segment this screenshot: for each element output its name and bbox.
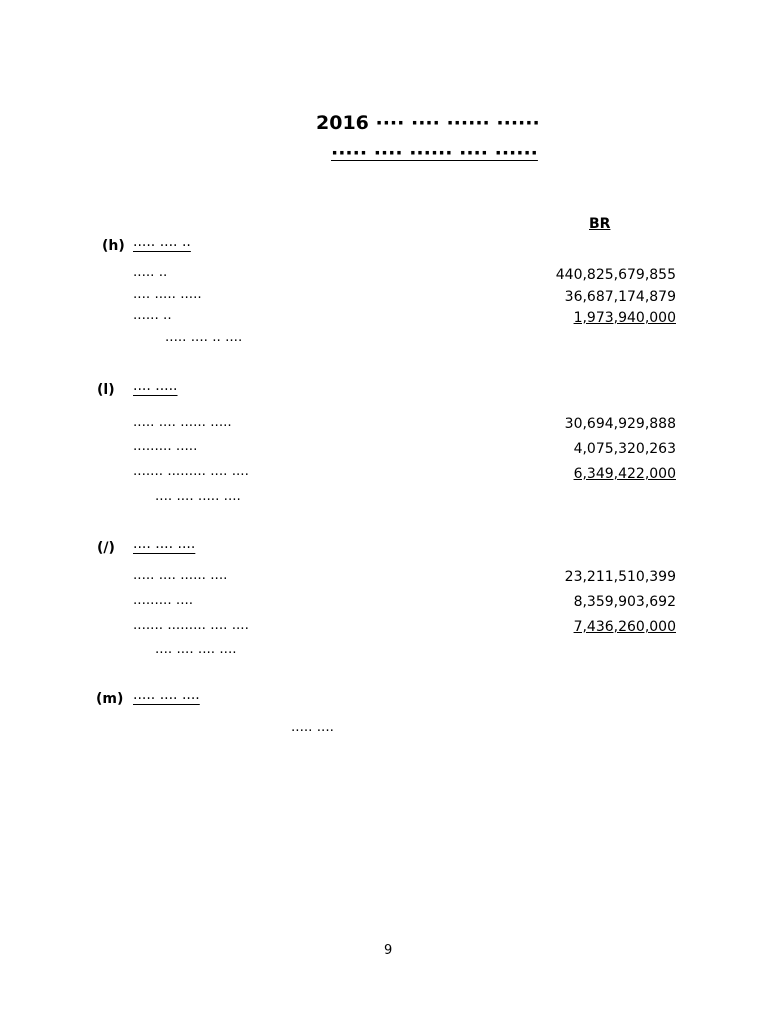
line-item-value: 36,687,174,879 xyxy=(564,289,676,305)
section-marker: (/) xyxy=(97,540,115,556)
line-item-value: 30,694,929,888 xyxy=(564,416,676,432)
section-total-label: ···· ···· ···· ···· xyxy=(155,645,237,661)
line-item-label: ···· ····· ····· xyxy=(133,290,202,306)
section-total-label: ····· ···· xyxy=(291,723,334,739)
line-item-value-underlined: 1,973,940,000 xyxy=(573,310,676,326)
section-heading: ···· ····· xyxy=(133,382,178,398)
line-item-label: ······· ········· ···· ···· xyxy=(133,621,249,637)
section-marker: (l) xyxy=(97,382,115,398)
document-subtitle: ····· ···· ······ ···· ······ xyxy=(331,142,538,164)
section-marker: (h) xyxy=(102,238,125,254)
section-heading: ····· ···· ···· xyxy=(133,691,200,707)
line-item-label: ········· ···· xyxy=(133,596,194,612)
line-item-label: ····· ···· ······ ····· xyxy=(133,418,232,434)
section-total-label: ···· ···· ····· ···· xyxy=(155,492,241,508)
line-item-label: ····· ···· ······ ···· xyxy=(133,571,228,587)
line-item-value: 4,075,320,263 xyxy=(573,441,676,457)
document-title: 2016 ···· ···· ······ ······ xyxy=(316,112,540,134)
line-item-value-underlined: 7,436,260,000 xyxy=(573,619,676,635)
section-heading: ····· ···· ·· xyxy=(133,238,191,254)
line-item-label: ····· ·· xyxy=(133,268,168,284)
line-item-label: ······· ········· ···· ···· xyxy=(133,467,249,483)
line-item-value: 23,211,510,399 xyxy=(564,569,676,585)
line-item-value: 8,359,903,692 xyxy=(573,594,676,610)
section-marker: (m) xyxy=(96,691,124,707)
section-heading: ···· ···· ···· xyxy=(133,540,196,556)
line-item-value-underlined: 6,349,422,000 xyxy=(573,466,676,482)
section-total-label: ····· ···· ·· ···· xyxy=(165,333,243,349)
line-item-value: 440,825,679,855 xyxy=(555,267,676,283)
currency-column-header: BR xyxy=(589,216,611,232)
page-number: 9 xyxy=(384,943,393,958)
line-item-label: ······ ·· xyxy=(133,311,172,327)
line-item-label: ········· ····· xyxy=(133,442,198,458)
